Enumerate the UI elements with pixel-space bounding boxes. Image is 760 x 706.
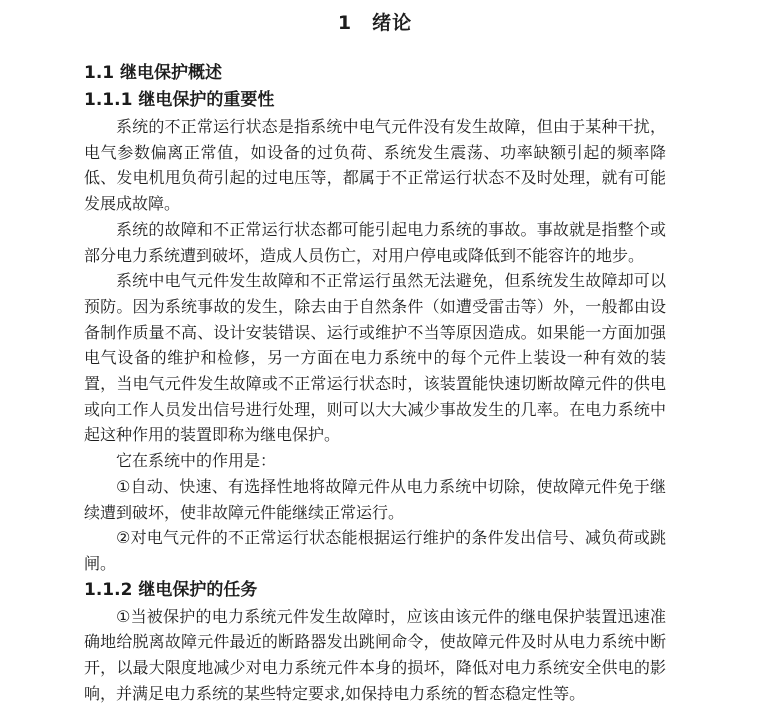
paragraph: 系统中电气元件发生故障和不正常运行虽然无法避免，但系统发生故障却可以预防。因为系统事故的发生，除去由于自然条件（如遭受雷击等）外，一般都由设备制作质量不高、设计安装错误、运行或维护不当等原因造成。如果能一方面加强电气设备的维护和检修，另一方面在电力系统中的每个元件上装设一种有效的装置，当电气元件发生故障或不正常运行状态时，该装置能快速切断故障元件的供电或向工作人员发出信号进行处理，则可以大大减少事故发生的几率。在电力系统中起这种作用的装置即称为继电保护。 xyxy=(84,271,666,445)
paragraph: ①当被保护的电力系统元件发生故障时，应该由该元件的继电保护装置迅速准确地给脱离故障元件最近的断路器发出跳闸命令，使故障元件及时从电力系统中断开，以最大限度地减少对电力系统元件本身的损坏，降低对电力系统安全供电的影响，并满足电力系统的某些特定要求,如保持电力系统的暂态稳定性等。 xyxy=(84,606,666,703)
paragraph: 它在系统中的作用是： xyxy=(116,451,277,471)
section-heading-1-1: 1.1 继电保护概述 xyxy=(84,63,223,83)
paragraph: ①自动、快速、有选择性地将故障元件从电力系统中切除，使故障元件免于继续遭到破坏，使非故障元件能继续正常运行。 xyxy=(84,476,666,522)
document-content xyxy=(84,0,666,706)
subsection-heading-1-1-1: 1.1.1 继电保护的重要性 xyxy=(84,90,275,110)
paragraph: ②对电气元件的不正常运行状态能根据运行维护的条件发出信号、减负荷或跳闸。 xyxy=(84,528,666,573)
subsection-heading-1-1-2: 1.1.2 继电保护的任务 xyxy=(84,579,258,600)
chapter-title: 1 绪论 xyxy=(337,12,413,34)
paragraph: 系统的不正常运行状态是指系统中电气元件没有发生故障，但由于某种干扰，电气参数偏离正常值，如设备的过负荷、系统发生震荡、功率缺额引起的频率降低、发电机甩负荷引起的过电压等，都属于不正常运行状态不及时处理，就有可能发展成故障。 xyxy=(84,117,666,214)
paragraph: 系统的故障和不正常运行状态都可能引起电力系统的事故。事故就是指整个或部分电力系统遭到破坏，造成人员伤亡，对用户停电或降低到不能容许的地步。 xyxy=(84,219,666,265)
